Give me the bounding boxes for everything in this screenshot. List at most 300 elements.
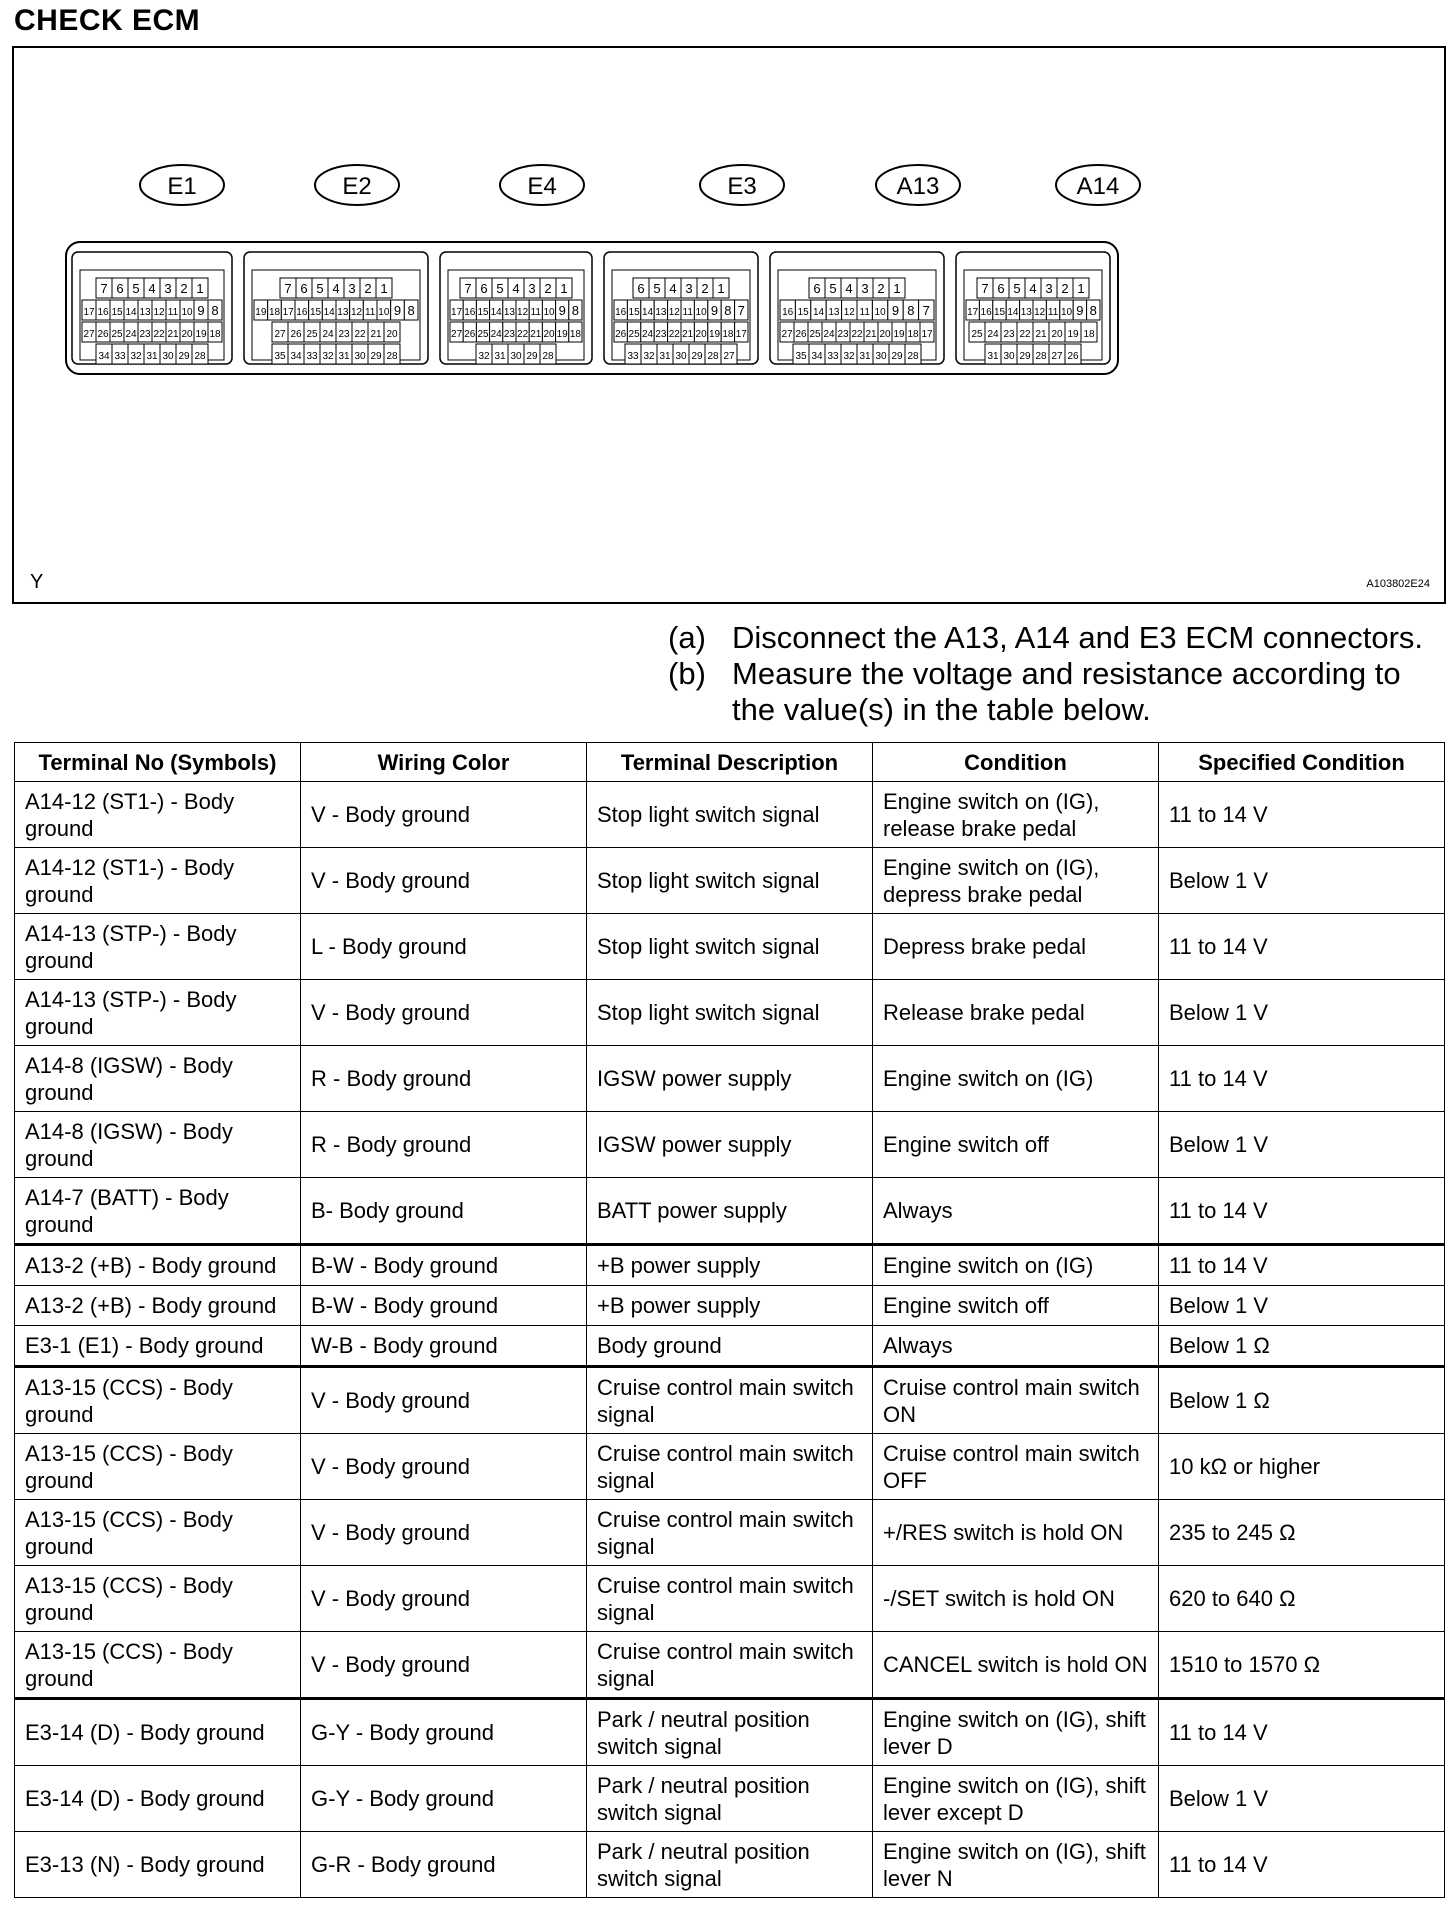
cell-description: Cruise control main switch signal: [587, 1367, 873, 1434]
cell-terminal: A14-13 (STP-) - Body ground: [15, 914, 301, 980]
pin-number: 32: [130, 351, 142, 362]
cell-description: Park / neutral position switch signal: [587, 1766, 873, 1832]
pin-number: 21: [865, 329, 877, 340]
pin-number: 6: [997, 281, 1005, 296]
pin-number: 15: [797, 307, 809, 318]
pin-number: 18: [1083, 329, 1095, 340]
cell-condition: +/RES switch is hold ON: [873, 1500, 1159, 1566]
pin-number: 8: [907, 303, 915, 318]
cell-description: Park / neutral position switch signal: [587, 1699, 873, 1766]
cell-description: Cruise control main switch signal: [587, 1566, 873, 1632]
pin-number: 3: [685, 281, 693, 296]
cell-condition: Engine switch on (IG), shift lever except D: [873, 1766, 1159, 1832]
pin-number: 25: [477, 329, 489, 340]
pin-number: 2: [544, 281, 552, 296]
pin-number: 5: [132, 281, 140, 296]
pin-number: 27: [781, 329, 793, 340]
cell-specified: Below 1 V: [1159, 848, 1445, 914]
cell-specified: 11 to 14 V: [1159, 1046, 1445, 1112]
pin-number: 3: [528, 281, 536, 296]
pin-number: 16: [296, 307, 308, 318]
figure-id: A103802E24: [1366, 578, 1430, 590]
pin-number: 16: [980, 307, 992, 318]
cell-description: IGSW power supply: [587, 1046, 873, 1112]
cell-specified: Below 1 Ω: [1159, 1367, 1445, 1434]
cell-specified: 1510 to 1570 Ω: [1159, 1632, 1445, 1699]
cell-terminal: A13-2 (+B) - Body ground: [15, 1245, 301, 1286]
cell-wiring-color: V - Body ground: [301, 1434, 587, 1500]
pin-number: 24: [987, 329, 999, 340]
pin-number: 8: [1089, 303, 1097, 318]
pin-number: 3: [348, 281, 356, 296]
pin-number: 29: [1019, 351, 1031, 362]
table-row: [15, 914, 1445, 980]
pin-number: 7: [981, 281, 989, 296]
pin-number: 24: [641, 329, 654, 340]
pin-number: 17: [921, 329, 933, 340]
pin-number: 33: [627, 351, 639, 362]
pin-number: 2: [364, 281, 372, 296]
cell-description: Stop light switch signal: [587, 980, 873, 1046]
cell-condition: Engine switch on (IG), shift lever D: [873, 1699, 1159, 1766]
cell-condition: Cruise control main switch ON: [873, 1367, 1159, 1434]
pin-number: 22: [1019, 329, 1031, 340]
table-row: [15, 1832, 1445, 1898]
pin-number: 4: [1029, 281, 1037, 296]
cell-description: +B power supply: [587, 1286, 873, 1326]
cell-specified: Below 1 V: [1159, 1766, 1445, 1832]
pin-number: 3: [164, 281, 172, 296]
pin-number: 4: [332, 281, 340, 296]
cell-condition: Engine switch on (IG), depress brake pedal: [873, 848, 1159, 914]
cell-terminal: A13-15 (CCS) - Body ground: [15, 1500, 301, 1566]
pin-number: 20: [386, 329, 398, 340]
step-text: Measure the voltage and resistance according to the value(s) in the table below.: [732, 656, 1401, 727]
table-row: [15, 1766, 1445, 1832]
pin-number: 14: [641, 307, 654, 318]
pin-number: 2: [701, 281, 709, 296]
pin-number: 31: [338, 351, 350, 362]
pin-number: 24: [125, 329, 137, 340]
pin-number: 26: [290, 329, 302, 340]
pin-number: 16: [464, 307, 476, 318]
table-row: [15, 1178, 1445, 1245]
pin-number: 23: [338, 329, 350, 340]
pin-number: 17: [735, 329, 747, 340]
table-row: [15, 1434, 1445, 1500]
cell-terminal: A14-8 (IGSW) - Body ground: [15, 1112, 301, 1178]
pin-number: 32: [643, 351, 655, 362]
pin-number: 9: [710, 303, 719, 318]
cell-terminal: A13-15 (CCS) - Body ground: [15, 1434, 301, 1500]
pin-number: 13: [828, 307, 840, 318]
table-row: [15, 1286, 1445, 1326]
cell-specified: 11 to 14 V: [1159, 1699, 1445, 1766]
connector-label: E2: [342, 173, 372, 200]
pin-number: 29: [691, 351, 703, 362]
pin-number: 5: [829, 281, 837, 296]
pin-number: 23: [139, 329, 151, 340]
step-b: [668, 656, 1452, 728]
header-condition: Condition: [873, 743, 1159, 782]
cell-description: Cruise control main switch signal: [587, 1632, 873, 1699]
cell-condition: Depress brake pedal: [873, 914, 1159, 980]
pin-number: 5: [1013, 281, 1021, 296]
cell-specified: Below 1 V: [1159, 1112, 1445, 1178]
pin-number: 23: [1003, 329, 1015, 340]
cell-condition: Engine switch on (IG): [873, 1245, 1159, 1286]
cell-specified: Below 1 Ω: [1159, 1326, 1445, 1367]
pin-number: 15: [111, 307, 123, 318]
pin-number: 1: [196, 281, 204, 296]
pin-number: 4: [669, 281, 677, 296]
pin-number: 9: [197, 303, 205, 318]
cell-terminal: E3-1 (E1) - Body ground: [15, 1326, 301, 1367]
cell-wiring-color: V - Body ground: [301, 1632, 587, 1699]
pin-number: 26: [464, 329, 476, 340]
pin-number: 21: [370, 329, 382, 340]
pin-number: 13: [337, 307, 349, 318]
cell-wiring-color: G-Y - Body ground: [301, 1766, 587, 1832]
pin-number: 11: [167, 307, 179, 318]
cell-terminal: A14-13 (STP-) - Body ground: [15, 980, 301, 1046]
pin-number: 34: [811, 351, 823, 362]
table-row: [15, 1245, 1445, 1286]
cell-description: Stop light switch signal: [587, 848, 873, 914]
cell-description: IGSW power supply: [587, 1112, 873, 1178]
pin-number: 14: [323, 307, 335, 318]
pin-number: 14: [812, 307, 825, 318]
step-text: Disconnect the A13, A14 and E3 ECM connectors.: [732, 620, 1424, 655]
cell-condition: Engine switch on (IG): [873, 1046, 1159, 1112]
pin-number: 29: [178, 351, 190, 362]
connector-label: A13: [896, 173, 940, 200]
cell-description: Stop light switch signal: [587, 914, 873, 980]
pin-number: 1: [1077, 281, 1085, 296]
pin-number: 18: [209, 329, 221, 340]
pin-number: 22: [354, 329, 366, 340]
cell-condition: Always: [873, 1326, 1159, 1367]
table-row: [15, 782, 1445, 848]
pin-number: 16: [782, 307, 794, 318]
pin-number: 10: [378, 307, 390, 318]
pin-number: 1: [717, 281, 725, 296]
pin-number: 21: [682, 329, 694, 340]
pin-number: 1: [380, 281, 388, 296]
pin-number: 11: [364, 307, 376, 318]
pin-number: 32: [322, 351, 334, 362]
cell-description: Body ground: [587, 1326, 873, 1367]
pin-number: 24: [322, 329, 334, 340]
cell-specified: 235 to 245 Ω: [1159, 1500, 1445, 1566]
cell-description: BATT power supply: [587, 1178, 873, 1245]
cell-wiring-color: B-W - Body ground: [301, 1245, 587, 1286]
pin-number: 21: [530, 329, 542, 340]
pin-number: 25: [809, 329, 821, 340]
pin-number: 10: [181, 307, 193, 318]
cell-condition: Cruise control main switch OFF: [873, 1434, 1159, 1500]
pin-number: 29: [370, 351, 382, 362]
cell-specified: 10 kΩ or higher: [1159, 1434, 1445, 1500]
cell-specified: 11 to 14 V: [1159, 1178, 1445, 1245]
pin-number: 29: [891, 351, 903, 362]
cell-terminal: A13-15 (CCS) - Body ground: [15, 1566, 301, 1632]
table-row: [15, 1326, 1445, 1367]
pin-number: 25: [306, 329, 318, 340]
pin-number: 28: [907, 351, 919, 362]
cell-terminal: A14-12 (ST1-) - Body ground: [15, 848, 301, 914]
pin-number: 28: [386, 351, 398, 362]
pin-number: 34: [98, 351, 110, 362]
pin-number: 3: [861, 281, 869, 296]
pin-number: 7: [100, 281, 108, 296]
cell-wiring-color: B- Body ground: [301, 1178, 587, 1245]
pin-number: 5: [653, 281, 661, 296]
pin-number: 13: [139, 307, 151, 318]
cell-specified: 11 to 14 V: [1159, 1832, 1445, 1898]
pin-number: 9: [558, 303, 566, 318]
pin-number: 15: [477, 307, 489, 318]
pin-number: 28: [194, 351, 206, 362]
pin-number: 22: [851, 329, 863, 340]
pin-number: 6: [637, 281, 645, 296]
step-label: (a): [668, 620, 706, 655]
connector-figure: [14, 48, 1444, 602]
pin-number: 18: [268, 307, 281, 318]
cell-wiring-color: V - Body ground: [301, 782, 587, 848]
pin-number: 35: [795, 351, 807, 362]
pin-number: 25: [111, 329, 123, 340]
cell-description: Stop light switch signal: [587, 782, 873, 848]
pin-number: 24: [823, 329, 835, 340]
connector-label: E4: [527, 173, 557, 200]
table-row: [15, 1367, 1445, 1434]
pin-number: 28: [1035, 351, 1047, 362]
pin-number: 8: [724, 303, 732, 318]
pin-number: 35: [274, 351, 286, 362]
pin-number: 14: [1007, 307, 1019, 318]
cell-terminal: A13-15 (CCS) - Body ground: [15, 1367, 301, 1434]
pin-number: 7: [737, 303, 745, 318]
pin-number: 30: [510, 351, 522, 362]
pin-number: 27: [83, 329, 95, 340]
pin-number: 19: [708, 329, 721, 340]
pin-number: 3: [1045, 281, 1053, 296]
table-row: [15, 1699, 1445, 1766]
pin-number: 10: [874, 307, 886, 318]
cell-specified: Below 1 V: [1159, 980, 1445, 1046]
connector-label: E1: [167, 173, 197, 200]
cell-wiring-color: L - Body ground: [301, 914, 587, 980]
cell-terminal: A13-15 (CCS) - Body ground: [15, 1632, 301, 1699]
cell-condition: Always: [873, 1178, 1159, 1245]
table-row: [15, 980, 1445, 1046]
instruction-steps: [668, 620, 1452, 728]
pin-number: 26: [97, 329, 109, 340]
header-terminal-description: Terminal Description: [587, 743, 873, 782]
pin-number: 19: [1067, 329, 1079, 340]
pin-number: 30: [162, 351, 174, 362]
pin-number: 7: [922, 303, 930, 318]
table-row: [15, 1566, 1445, 1632]
cell-terminal: E3-14 (D) - Body ground: [15, 1766, 301, 1832]
pin-number: 18: [569, 329, 581, 340]
cell-specified: 11 to 14 V: [1159, 782, 1445, 848]
pin-number: 20: [695, 329, 707, 340]
pin-number: 21: [1035, 329, 1047, 340]
pin-number: 22: [517, 329, 529, 340]
pin-number: 18: [907, 329, 919, 340]
pin-number: 11: [682, 307, 693, 318]
ecm-connector-diagram: [12, 46, 1446, 604]
pin-number: 20: [879, 329, 891, 340]
cell-description: Cruise control main switch signal: [587, 1500, 873, 1566]
pin-number: 12: [517, 307, 529, 318]
pin-number: 6: [300, 281, 308, 296]
cell-wiring-color: V - Body ground: [301, 1566, 587, 1632]
pin-number: 15: [628, 307, 640, 318]
cell-specified: 11 to 14 V: [1159, 1245, 1445, 1286]
pin-number: 17: [83, 307, 95, 318]
cell-condition: Engine switch off: [873, 1112, 1159, 1178]
pin-number: 27: [451, 329, 463, 340]
cell-terminal: A13-2 (+B) - Body ground: [15, 1286, 301, 1326]
figure-footer-left: Y: [30, 571, 44, 593]
pin-number: 29: [526, 351, 538, 362]
pin-number: 9: [891, 303, 900, 318]
pin-number: 14: [125, 307, 137, 318]
pin-number: 11: [859, 307, 870, 318]
pin-number: 16: [615, 307, 627, 318]
pin-number: 8: [571, 303, 580, 318]
pin-number: 19: [556, 329, 568, 340]
table-row: [15, 1500, 1445, 1566]
pin-number: 33: [827, 351, 839, 362]
cell-condition: -/SET switch is hold ON: [873, 1566, 1159, 1632]
pin-number: 27: [1051, 351, 1063, 362]
table-row: [15, 1046, 1445, 1112]
pin-number: 2: [180, 281, 188, 296]
table-row: [15, 1112, 1445, 1178]
pin-number: 26: [1067, 351, 1079, 362]
pin-number: 13: [655, 307, 667, 318]
cell-description: Park / neutral position switch signal: [587, 1832, 873, 1898]
cell-terminal: E3-14 (D) - Body ground: [15, 1699, 301, 1766]
cell-wiring-color: R - Body ground: [301, 1046, 587, 1112]
pin-number: 19: [255, 307, 267, 318]
cell-specified: Below 1 V: [1159, 1286, 1445, 1326]
cell-wiring-color: V - Body ground: [301, 980, 587, 1046]
pin-number: 10: [543, 307, 555, 318]
cell-specified: 620 to 640 Ω: [1159, 1566, 1445, 1632]
pin-number: 25: [628, 329, 640, 340]
cell-wiring-color: R - Body ground: [301, 1112, 587, 1178]
pin-number: 5: [496, 281, 504, 296]
pin-number: 16: [97, 307, 109, 318]
pin-number: 12: [153, 307, 165, 318]
pin-number: 12: [350, 307, 363, 318]
pin-number: 22: [668, 329, 680, 340]
pin-number: 4: [148, 281, 156, 296]
connector-label: A14: [1076, 173, 1120, 200]
cell-terminal: E3-13 (N) - Body ground: [15, 1832, 301, 1898]
pin-number: 21: [167, 329, 179, 340]
cell-wiring-color: V - Body ground: [301, 1500, 587, 1566]
pin-number: 32: [843, 351, 855, 362]
header-specified-condition: Specified Condition: [1159, 743, 1445, 782]
pin-number: 30: [675, 351, 687, 362]
pin-number: 24: [490, 329, 502, 340]
cell-condition: Engine switch on (IG), release brake pedal: [873, 782, 1159, 848]
pin-number: 20: [181, 329, 193, 340]
pin-number: 13: [503, 307, 515, 318]
pin-number: 33: [306, 351, 318, 362]
pin-number: 26: [615, 329, 627, 340]
pin-number: 31: [146, 351, 158, 362]
cell-wiring-color: B-W - Body ground: [301, 1286, 587, 1326]
pin-number: 30: [354, 351, 366, 362]
cell-wiring-color: W-B - Body ground: [301, 1326, 587, 1367]
page-title: CHECK ECM: [14, 4, 201, 37]
pin-number: 1: [560, 281, 568, 296]
pin-number: 25: [971, 329, 983, 340]
cell-wiring-color: G-R - Body ground: [301, 1832, 587, 1898]
pin-number: 4: [845, 281, 853, 296]
cell-description: +B power supply: [587, 1245, 873, 1286]
pin-number: 7: [284, 281, 292, 296]
cell-condition: Engine switch off: [873, 1286, 1159, 1326]
header-wiring-color: Wiring Color: [301, 743, 587, 782]
connector-label: E3: [727, 173, 757, 200]
pin-number: 5: [316, 281, 324, 296]
pin-number: 30: [875, 351, 887, 362]
pin-number: 12: [843, 307, 855, 318]
pin-number: 4: [512, 281, 520, 296]
pin-number: 23: [837, 329, 849, 340]
cell-condition: Engine switch on (IG), shift lever N: [873, 1832, 1159, 1898]
pin-number: 2: [877, 281, 885, 296]
pin-number: 17: [282, 307, 294, 318]
step-label: (b): [668, 656, 706, 691]
pin-number: 15: [993, 307, 1006, 318]
pin-number: 23: [655, 329, 667, 340]
pin-number: 6: [116, 281, 124, 296]
pin-number: 20: [1051, 329, 1063, 340]
pin-number: 8: [407, 303, 415, 318]
pin-number: 1: [893, 281, 901, 296]
pin-number: 2: [1061, 281, 1069, 296]
pin-number: 28: [707, 351, 719, 362]
pin-number: 31: [659, 351, 671, 362]
pin-number: 27: [274, 329, 286, 340]
cell-wiring-color: V - Body ground: [301, 1367, 587, 1434]
pin-number: 10: [1060, 307, 1073, 318]
pin-number: 33: [114, 351, 126, 362]
pin-number: 11: [1047, 307, 1059, 318]
pin-number: 7: [464, 281, 472, 296]
pin-number: 13: [1020, 307, 1032, 318]
pin-number: 34: [290, 351, 302, 362]
pin-number: 28: [542, 351, 554, 362]
step-a: [668, 620, 1452, 656]
pin-number: 31: [859, 351, 871, 362]
pin-number: 19: [195, 329, 207, 340]
pin-number: 32: [478, 351, 490, 362]
pin-number: 12: [668, 307, 680, 318]
table-row: [15, 848, 1445, 914]
cell-wiring-color: V - Body ground: [301, 848, 587, 914]
cell-description: Cruise control main switch signal: [587, 1434, 873, 1500]
